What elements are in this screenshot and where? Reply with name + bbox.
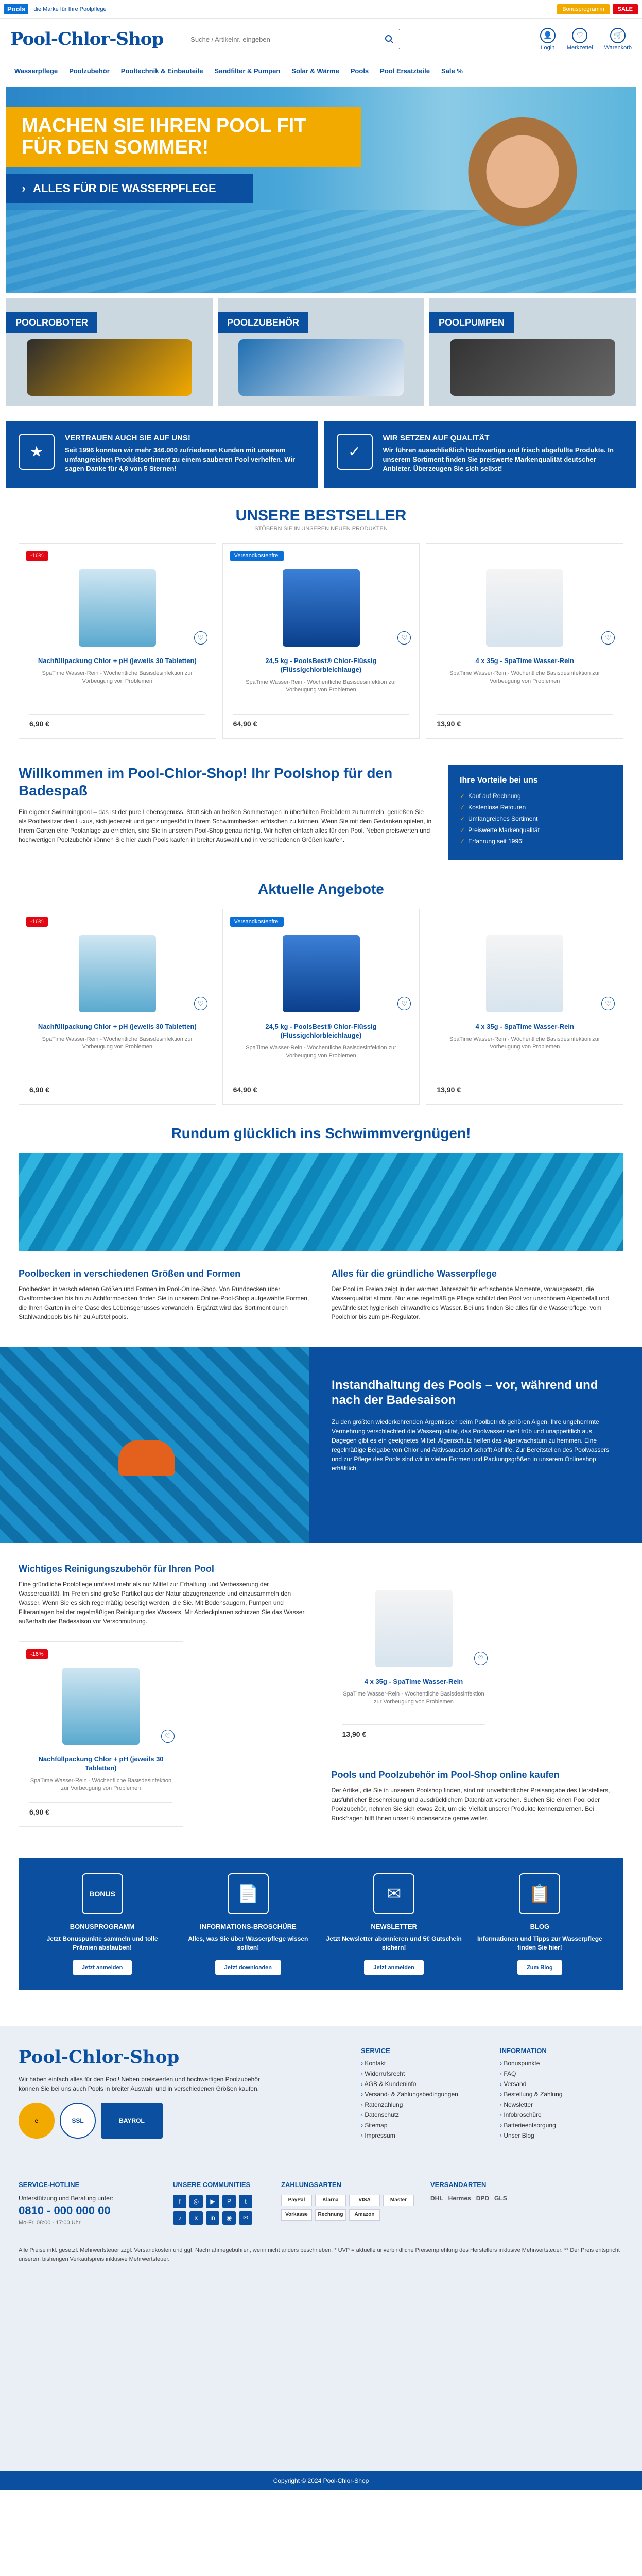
payment-amazon-icon: Amazon <box>349 2209 380 2221</box>
maintenance-text: Zu den größten wiederkehrenden Ärgernissen beim Poolbetrieb gehören Algen. Ihre ungehemmte Vermehrung verschlechtert die Wasserqualität, das Poolwasser sieht trüb und unappetitlich aus. Dagegen gibt es ein geeignetes Mittel: Algenschutz helfen das Algenwachstum zu hemmen. Eine regelmäßige Beigabe von Chlor und Aktivsauerstoff schafft Abhilfe. Zur Bereitstellen des Poolwassers und zur Pflege des Pools sind wir in vielen Formen und Packungsgrößen in unserem Onlineshop erhältlich. <box>332 1418 610 1472</box>
hero-cta-button[interactable] <box>6 174 253 203</box>
user-icon: 👤 <box>540 28 556 43</box>
product-name[interactable]: Nachfüllpackung Chlor + pH (jeweils 30 Tabletten) <box>38 1023 197 1030</box>
trust-box-quality <box>324 421 636 488</box>
footer-link[interactable]: › Bonuspunkte <box>500 2060 623 2067</box>
product-price: 13,90 € <box>437 714 613 728</box>
product-image <box>283 935 360 1012</box>
feature-bonus <box>34 1873 170 1975</box>
product-card[interactable] <box>222 909 420 1105</box>
rss-icon[interactable]: ◉ <box>222 2211 236 2225</box>
offers-title: Aktuelle Angebote <box>258 881 384 897</box>
product-name[interactable]: 4 x 35g - SpaTime Wasser-Rein <box>364 1677 463 1685</box>
product-card[interactable] <box>19 909 216 1105</box>
footer-link[interactable]: › Infobroschüre <box>500 2111 623 2119</box>
product-description: SpaTime Wasser-Rein - Wöchentliche Basisdesinfektion zur Vorbeugung von Problemen <box>42 670 193 685</box>
brochure-download-button[interactable]: Jetzt downloaden <box>215 1960 281 1975</box>
footer-link[interactable]: › Datenschutz <box>361 2111 484 2119</box>
hero-headline-box <box>6 107 361 167</box>
product-card[interactable] <box>426 909 623 1105</box>
facebook-icon[interactable]: f <box>173 2195 186 2208</box>
benefit-item: ✓ Umfangreiches Sortiment <box>460 815 612 822</box>
product-description: SpaTime Wasser-Rein - Wöchentliche Basisdesinfektion zur Vorbeugung von Problemen <box>30 1777 172 1792</box>
category-poolzubehoer[interactable] <box>218 298 424 406</box>
footer-link[interactable]: › Bestellung & Zahlung <box>500 2091 623 2098</box>
product-image <box>486 569 563 647</box>
product-name[interactable]: Nachfüllpackung Chlor + pH (jeweils 30 Tabletten) <box>38 657 197 665</box>
nav-item-poolzubehoer[interactable]: Poolzubehör <box>69 67 110 75</box>
discount-badge: -16% <box>26 1649 48 1659</box>
benefits-box <box>448 765 623 860</box>
swim-title: Rundum glücklich ins Schwimmvergnügen! <box>171 1125 471 1141</box>
nav-item-ersatzteile[interactable]: Pool Ersatzteile <box>380 67 430 75</box>
nav-item-poolteknik[interactable]: Pooltechnik & Einbauteile <box>120 67 203 75</box>
product-name[interactable]: 24,5 kg - PoolsBest® Chlor-Flüssig (Flüssigchlorbleichlauge) <box>265 1023 377 1039</box>
shipping-dhl-icon: DHL <box>430 2194 443 2202</box>
trust-title: WIR SETZEN AUF QUALITÄT <box>383 434 490 443</box>
cleaning-text: Eine gründliche Poolpflege umfasst mehr als nur Mittel zur Erhaltung und Verbesserung der Wasserqualität. Im Freien sind große Partikel aus der Natur abzugrenzende und einzusammeln den Wasser. Wenn Sie es sich regelmäßig beseitigt werden, die Sie. Mit Bodensaugern, Pumpen und Filteranlagen bei der regelmäßigen Reinigung des Wassers. Mit Abdeckplanen schützen Sie das Wasser außerhalb der Badesaison vor Verschmutzung. <box>19 1581 305 1625</box>
payment-mastercard-icon: Master <box>383 2195 414 2206</box>
shipping-title: VERSANDARTEN <box>430 2180 487 2189</box>
hero-person-image <box>450 117 595 272</box>
footer-link[interactable]: › Ratenzahlung <box>361 2101 484 2108</box>
nav-item-pools[interactable]: Pools <box>350 67 369 75</box>
footer-logo[interactable]: Pool-Chlor-Shop <box>19 2046 180 2067</box>
category-label: POOLPUMPEN <box>429 312 514 333</box>
hero-banner <box>6 87 636 293</box>
wishlist-heart-icon[interactable]: ♡ <box>397 631 411 645</box>
benefit-item: ✓ Erfahrung seit 1996! <box>460 838 612 845</box>
login-button[interactable] <box>540 28 556 51</box>
search-button[interactable] <box>379 29 400 49</box>
benefit-item: ✓ Preiswerte Markenqualität <box>460 826 612 834</box>
cleaning-section <box>19 1564 623 1827</box>
bestseller-title: UNSERE BESTSELLER <box>235 507 407 524</box>
footer-link[interactable]: › Impressum <box>361 2132 484 2139</box>
category-poolroboter[interactable] <box>6 298 213 406</box>
discount-badge: -16% <box>26 917 48 927</box>
footer-link[interactable]: › AGB & Kundeninfo <box>361 2080 484 2088</box>
trust-box-customers <box>6 421 318 488</box>
topbar-tagline: die Marke für Ihre Poolpflege <box>33 6 107 12</box>
cleaning-title: Wichtiges Reinigungszubehör für Ihren Pool <box>19 1564 214 1574</box>
main-nav <box>0 60 642 82</box>
wishlist-heart-icon[interactable]: ♡ <box>194 997 207 1010</box>
product-name[interactable]: 4 x 35g - SpaTime Wasser-Rein <box>475 657 574 665</box>
feature-bar <box>19 1858 623 1990</box>
shipping-gls-icon: GLS <box>494 2194 507 2202</box>
benefits-title: Ihre Vorteile bei uns <box>460 776 538 785</box>
info-text: Poolbecken in verschiedenen Größen und Formen im Pool-Online-Shop. Von Rundbecken über Ovalformbecken bis hin zu Achtformbecken finden Sie in unserem Online-Pool-Shop aufgewählte Formen, die Ihren Garten in eine Oase des Lebensgenusses verwandeln. Ergänzt wird das Sortiment durch Stahlwandpools bis hin zu Aufstellpools. <box>19 1285 309 1320</box>
shipping-hermes-icon: Hermes <box>448 2194 471 2202</box>
offer-products <box>19 909 623 1105</box>
newsletter-signup-button[interactable]: Jetzt anmelden <box>364 1960 423 1975</box>
topbar-actions <box>557 4 638 14</box>
welcome-text: Ein eigener Swimmingpool – das ist der pure Lebensgenuss. Statt sich an heißen Sommertagen in überfüllten Freibädern zu tummeln, genießen Sie als Poolbesitzer den Luxus, sich jederzeit und ganz ungestört in Ihrem Schwimmbecken erfrischen zu können. Wenn Sie mit dem Gedanken spielen, in Ihrem Garten eine Poolanlage zu errichten, sind Sie in unserem Pool-Shop genau richtig. Wir helfen einfach alles für den Pool. Neben preiswerten und hochwertigen Poolzubehör können Sie hier auch Pools kaufen in breiter Auswahl und in verschiedenen Größen kaufen. <box>19 808 432 844</box>
nav-item-sandfilter[interactable]: Sandfilter & Pumpen <box>214 67 281 75</box>
payment-paypal-icon: PayPal <box>281 2195 312 2206</box>
feature-text: Jetzt Newsletter abonnieren und 5€ Gutschein sichern! <box>326 1935 462 1951</box>
payment-invoice-icon: Rechnung <box>315 2209 346 2221</box>
pool-cleaning-image <box>0 1347 309 1543</box>
cart-button[interactable] <box>604 28 632 51</box>
product-image <box>62 1668 140 1745</box>
wishlist-heart-icon[interactable]: ♡ <box>601 997 615 1010</box>
category-label: POOLZUBEHÖR <box>218 312 308 333</box>
product-price: 13,90 € <box>437 1080 613 1094</box>
copyright: Copyright © 2024 Pool-Chlor-Shop <box>0 2471 642 2490</box>
pool-water-banner <box>19 1153 623 1251</box>
payment-methods <box>281 2195 415 2221</box>
search-input[interactable] <box>184 29 379 49</box>
product-card[interactable] <box>222 543 420 739</box>
payment-prepay-icon: Vorkasse <box>281 2209 312 2221</box>
product-image <box>79 935 156 1012</box>
payment-klarna-icon: Klarna <box>315 2195 346 2206</box>
login-label: Login <box>541 44 555 51</box>
maintenance-title: Instandhaltung des Pools – vor, während und nach der Badesaison <box>332 1378 598 1407</box>
site-logo[interactable]: Pool-Chlor-Shop <box>10 29 164 49</box>
trust-badges <box>19 2103 345 2139</box>
product-price: 64,90 € <box>233 714 409 728</box>
wishlist-heart-icon[interactable]: ♡ <box>161 1730 175 1743</box>
feature-text: Alles, was Sie über Wasserpflege wissen sollten! <box>188 1935 308 1951</box>
envelope-icon: ✉ <box>373 1873 414 1914</box>
welcome-title: Willkommen im Pool-Chlor-Shop! Ihr Poolshop für den Badespaß <box>19 765 393 799</box>
footer-link[interactable]: › Batterieentsorgung <box>500 2122 623 2129</box>
product-description: SpaTime Wasser-Rein - Wöchentliche Basisdesinfektion zur Vorbeugung von Problemen <box>246 679 396 693</box>
product-name[interactable]: Nachfüllpackung Chlor + pH (jeweils 30 Tabletten) <box>38 1755 164 1772</box>
feature-newsletter <box>326 1873 462 1975</box>
feature-title: NEWSLETTER <box>371 1923 417 1930</box>
info-title: Poolbecken in verschiedenen Größen und Formen <box>19 1268 241 1279</box>
trust-text: Wir führen ausschließlich hochwertige und frisch abgefüllte Produkte. In unserem Sortiment finden Sie preiswerte Markenqualität deutscher Anbieter. Überzeugen Sie sich selbst! <box>383 446 614 473</box>
hotline-label: Unterstützung und Beratung unter: <box>19 2194 114 2202</box>
category-tiles <box>6 298 636 406</box>
footer-link[interactable]: › Kontakt <box>361 2060 484 2067</box>
info-title: Alles für die gründliche Wasserpflege <box>331 1268 497 1279</box>
trust-badge-icon: ★ <box>19 434 55 470</box>
hotline-title: SERVICE-HOTLINE <box>19 2180 80 2189</box>
instagram-icon[interactable]: ◎ <box>189 2195 203 2208</box>
trust-section <box>6 421 636 488</box>
tiktok-icon[interactable]: ♪ <box>173 2211 186 2225</box>
hero-title: MACHEN SIE IHREN POOL FIT FÜR DEN SOMMER! <box>22 115 306 158</box>
wishlist-button[interactable] <box>567 28 593 51</box>
product-card[interactable] <box>19 1641 183 1827</box>
worker-figure <box>118 1440 175 1476</box>
wishlist-label: Merkzettel <box>566 44 593 51</box>
product-price: 6,90 € <box>29 1802 172 1816</box>
shipping-methods <box>430 2195 575 2202</box>
shipping-badge: Versandkostenfrei <box>230 551 284 561</box>
product-name[interactable]: 4 x 35g - SpaTime Wasser-Rein <box>475 1023 574 1030</box>
feature-title: BLOG <box>530 1923 550 1930</box>
product-price: 6,90 € <box>29 1080 205 1094</box>
welcome-section <box>19 765 623 860</box>
product-price: 64,90 € <box>233 1080 409 1094</box>
footer-service-title: SERVICE <box>361 2046 390 2055</box>
category-label: POOLROBOTER <box>6 312 97 333</box>
quality-badge-icon: ✓ <box>337 434 373 470</box>
payment-title: ZAHLUNGSARTEN <box>281 2180 341 2189</box>
discount-badge: -16% <box>26 551 48 561</box>
footer-service <box>361 2047 484 2142</box>
trust-title: VERTRAUEN AUCH SIE AUF UNS! <box>65 434 190 443</box>
product-price: 6,90 € <box>29 714 205 728</box>
product-image <box>375 1590 453 1667</box>
wishlist-heart-icon[interactable]: ♡ <box>194 631 207 645</box>
footer-link[interactable]: › Unser Blog <box>500 2132 623 2139</box>
youtube-icon[interactable]: ▶ <box>206 2195 219 2208</box>
feature-title: BONUSPROGRAMM <box>70 1923 135 1930</box>
footer-info <box>500 2047 623 2142</box>
footer-link[interactable]: › Versand- & Zahlungsbedingungen <box>361 2091 484 2098</box>
site-footer <box>0 2026 642 2490</box>
hero-cta-label: ALLES FÜR DIE WASSERPFLEGE <box>33 182 216 195</box>
top-bar <box>0 0 642 19</box>
nav-item-wasserpflege[interactable]: Wasserpflege <box>14 67 58 75</box>
bonus-signup-button[interactable]: Jetzt anmelden <box>73 1960 132 1975</box>
nav-item-sale[interactable]: Sale % <box>441 67 463 75</box>
product-card[interactable] <box>332 1564 496 1749</box>
community-title: UNSERE COMMUNITIES <box>173 2180 251 2189</box>
feature-text: Jetzt Bonuspunkte sammeln und tolle Prämien abstauben! <box>46 1935 158 1951</box>
search-icon <box>385 35 394 44</box>
linkedin-icon[interactable]: in <box>206 2211 219 2225</box>
legal-notice: Alle Preise inkl. gesetzl. Mehrwertsteuer zzgl. Versandkosten und ggf. Nachnahmegebühren, wenn nicht anders beschrieben. * UVP = aktuelle unverbindliche Preisempfehlung des Herstellers inklusive Mehrwertsteuer. ** Der Preis entspricht unserem bisherigen Verkaufspreis inklusive Mehrwertsteuer. <box>19 2247 620 2263</box>
header-actions <box>540 28 632 51</box>
maintenance-section <box>0 1347 642 1543</box>
category-image <box>238 339 404 396</box>
xing-icon[interactable]: x <box>189 2211 203 2225</box>
product-description: SpaTime Wasser-Rein - Wöchentliche Basisdesinfektion zur Vorbeugung von Problemen <box>42 1036 193 1050</box>
footer-link[interactable]: › FAQ <box>500 2070 623 2077</box>
bayrol-icon: BAYROL <box>101 2103 163 2139</box>
category-image <box>27 339 192 396</box>
product-description: SpaTime Wasser-Rein - Wöchentliche Basisdesinfektion zur Vorbeugung von Problemen <box>449 670 600 685</box>
category-image <box>450 339 615 396</box>
footer-link[interactable]: › Widerrufsrecht <box>361 2070 484 2077</box>
bonus-dropdown[interactable]: Bonusprogramm <box>557 4 609 14</box>
product-name[interactable]: 24,5 kg - PoolsBest® Chlor-Flüssig (Flüssigchlorbleichlauge) <box>265 657 377 673</box>
footer-info-title: INFORMATION <box>500 2046 547 2055</box>
shipping-badge: Versandkostenfrei <box>230 917 284 927</box>
payment-visa-icon: VISA <box>349 2195 380 2206</box>
pinterest-icon[interactable]: P <box>222 2195 236 2208</box>
product-image <box>283 569 360 647</box>
cart-icon: 🛒 <box>610 28 626 43</box>
product-card[interactable] <box>426 543 623 739</box>
feature-blog <box>472 1873 608 1975</box>
feature-title: INFORMATIONS-BROSCHÜRE <box>200 1923 297 1930</box>
product-image <box>486 935 563 1012</box>
social-links <box>173 2195 266 2225</box>
shop-text: Der Artikel, die Sie in unserem Poolshop finden, sind mit unverbindlicher Preisangabe des Herstellers, ausführlicher Beschreibung und ausdrücklichem Datenblatt versehen. Suchen Sie einen Pool oder Poolzubehör, nehmen Sie sich etwas Zeit, um die Vielfalt unserer Produkte kennenzulernen. Bei Rückfragen hilft Ihnen unser Kundenservice gerne weiter. <box>331 1787 610 1822</box>
product-description: SpaTime Wasser-Rein - Wöchentliche Basisdesinfektion zur Vorbeugung von Problemen <box>343 1690 484 1705</box>
product-description: SpaTime Wasser-Rein - Wöchentliche Basisdesinfektion zur Vorbeugung von Problemen <box>449 1036 600 1050</box>
document-icon: 📄 <box>228 1873 269 1914</box>
product-description: SpaTime Wasser-Rein - Wöchentliche Basisdesinfektion zur Vorbeugung von Problemen <box>246 1044 396 1059</box>
feature-brochure <box>180 1873 316 1975</box>
product-card[interactable] <box>19 543 216 739</box>
chevron-right-icon: › <box>22 181 26 195</box>
benefit-item: ✓ Kauf auf Rechnung <box>460 792 612 800</box>
sale-button[interactable]: SALE <box>613 4 638 14</box>
blog-icon: 📋 <box>519 1873 560 1914</box>
twitter-icon[interactable]: t <box>239 2195 252 2208</box>
search-box <box>184 29 400 49</box>
trust-text: Seit 1996 konnten wir mehr 346.000 zufriedenen Kunden mit unserem umfangreichen Produktsortiment zu einem sauberen Pool verhelfen. Wir sagen Danke für 4,8 von 5 Sternen! <box>65 446 296 473</box>
category-poolpumpen[interactable] <box>429 298 636 406</box>
blog-button[interactable]: Zum Blog <box>517 1960 562 1975</box>
footer-link[interactable]: › Versand <box>500 2080 623 2088</box>
mail-icon[interactable]: ✉ <box>239 2211 252 2225</box>
wishlist-heart-icon[interactable]: ♡ <box>474 1652 488 1665</box>
trusted-shops-icon[interactable]: e <box>19 2103 55 2139</box>
feature-text: Informationen und Tipps zur Wasserpflege finden Sie hier! <box>477 1935 602 1951</box>
cart-label: Warenkorb <box>604 44 632 51</box>
ssl-icon: SSL <box>60 2103 96 2139</box>
footer-link[interactable]: › Sitemap <box>361 2122 484 2129</box>
footer-bottom <box>19 2168 623 2226</box>
benefit-item: ✓ Kostenlose Retouren <box>460 804 612 811</box>
nav-item-solar[interactable]: Solar & Wärme <box>291 67 339 75</box>
shop-title: Pools und Poolzubehör im Pool-Shop online kaufen <box>331 1770 560 1780</box>
product-price: 13,90 € <box>342 1724 485 1738</box>
bestseller-products <box>19 543 623 739</box>
info-columns <box>19 1268 623 1321</box>
hotline-hours: Mo-Fr, 08:00 - 17:00 Uhr <box>19 2219 81 2226</box>
footer-link[interactable]: › Newsletter <box>500 2101 623 2108</box>
bestseller-subtitle: STÖBERN SIE IN UNSEREN NEUEN PRODUKTEN <box>254 526 388 532</box>
footer-text: Wir haben einfach alles für den Pool! Neben preiswerten und hochwertigen Poolzubehör können Sie bei uns auch Pools in breiter Auswahl und in verschiedenen Größen kaufen. <box>19 2075 260 2092</box>
product-image <box>79 569 156 647</box>
pools-brand-logo[interactable]: Pools <box>4 4 28 14</box>
site-header <box>0 19 642 60</box>
shipping-dpd-icon: DPD <box>476 2194 490 2202</box>
info-text: Der Pool im Freien zeigt in der warmen Jahreszeit für erfrischende Momente, vorausgesetzt, die Wasserqualität stimmt. Nur eine regelmäßige Pflege schützt den Pool vor unschönem Algenbefall und gewährleistet hygienisch einwandfreies Wasser. Bei uns finden Sie alles für die Wasserpflege, vom Poolchlor bis zum pH-Regulator. <box>331 1285 610 1320</box>
wishlist-heart-icon[interactable]: ♡ <box>601 631 615 645</box>
bonus-icon: BONUS <box>82 1873 123 1914</box>
wishlist-heart-icon[interactable]: ♡ <box>397 997 411 1010</box>
heart-icon: ♡ <box>572 28 587 43</box>
hotline-number[interactable]: 0810 - 000 000 00 <box>19 2204 111 2217</box>
